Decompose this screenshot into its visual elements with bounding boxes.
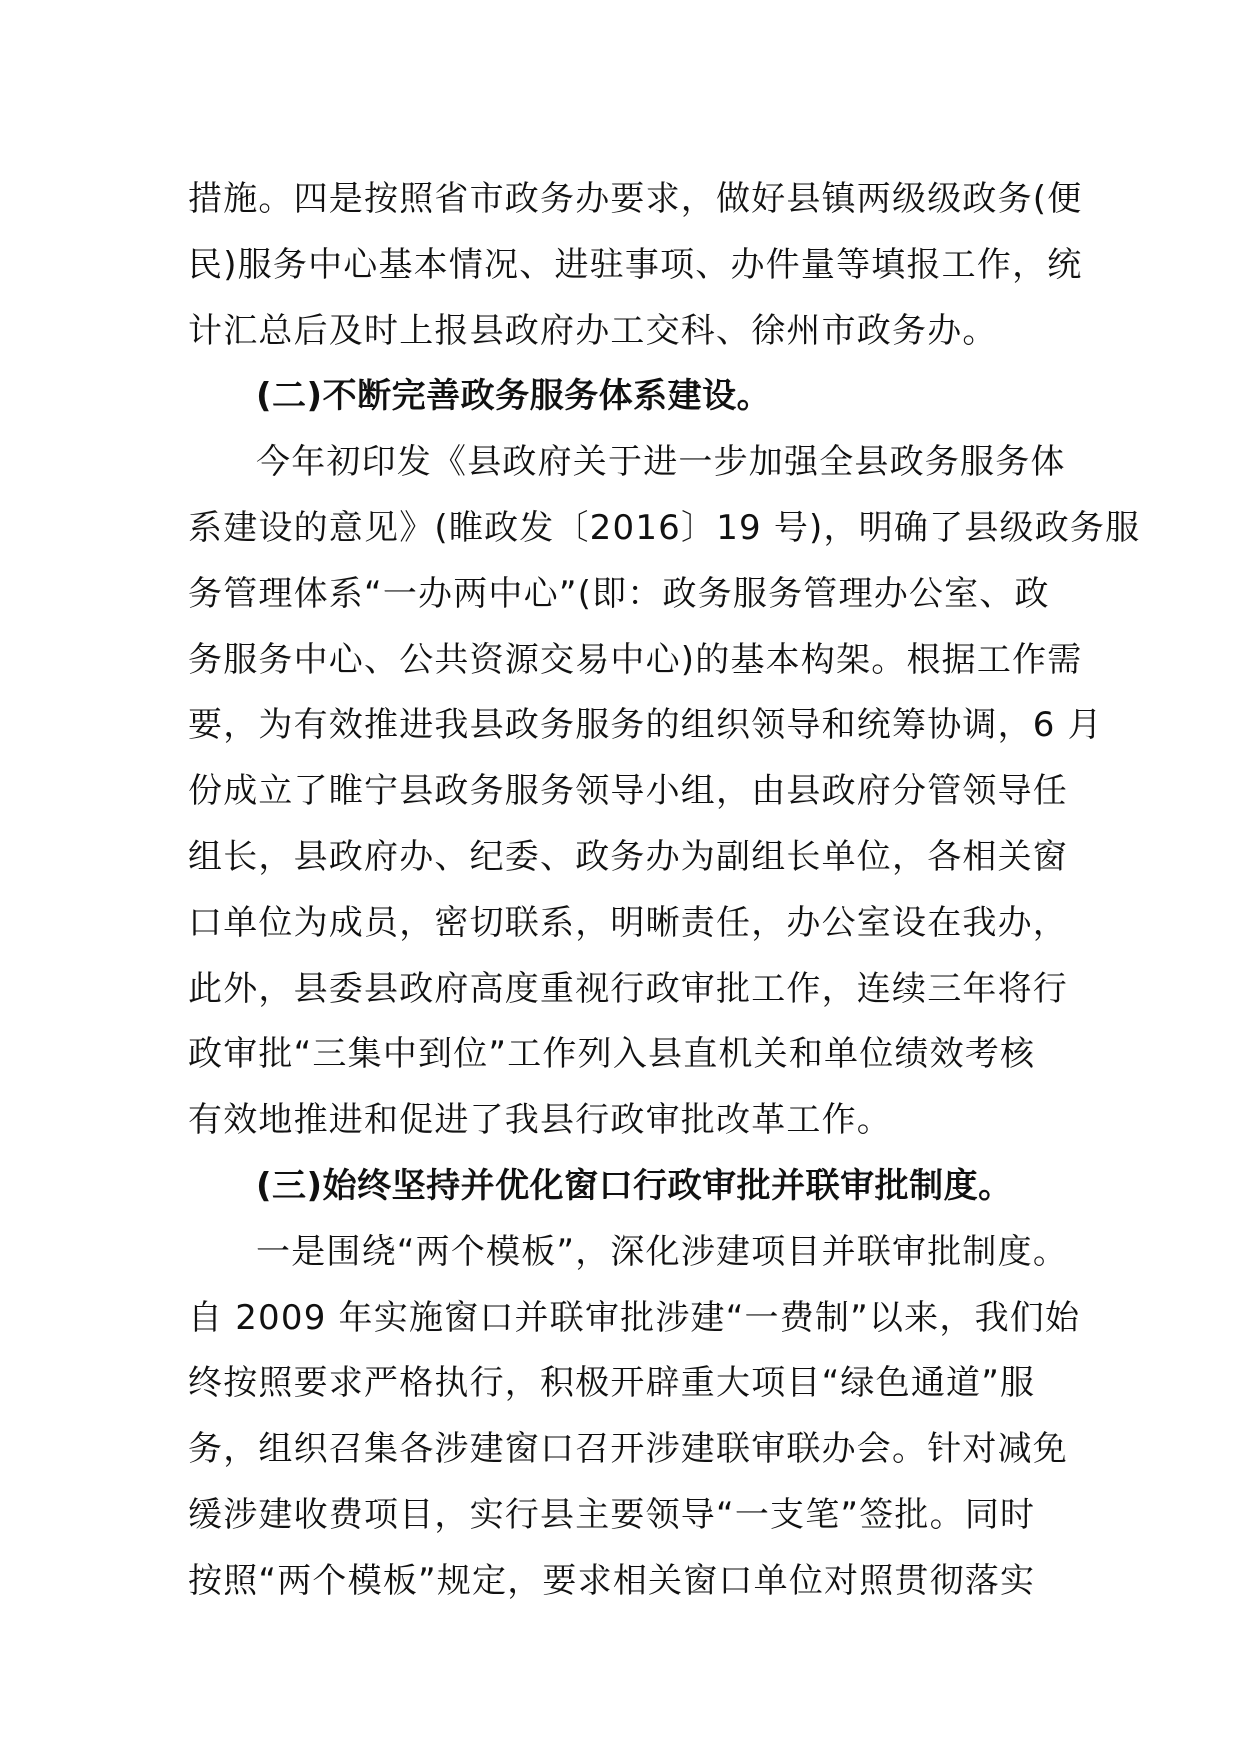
- body-text-line: 组长，县政府办、纪委、政务办为副组长单位，各相关窗: [188, 836, 1068, 877]
- section-heading-3: (三)始终坚持并优化窗口行政审批并联审批制度。: [256, 1165, 1013, 1206]
- paragraph-first-line: 今年初印发《县政府关于进一步加强全县政务服务体: [256, 442, 1066, 483]
- body-text-line: 系建设的意见》(睢政发〔2016〕19 号)，明确了县级政务服: [188, 507, 1141, 548]
- document-body: [188, 166, 1141, 1614]
- body-text-line: 自 2009 年实施窗口并联审批涉建“一费制”以来，我们始: [188, 1297, 1081, 1338]
- body-text-line: 按照“两个模板”规定，要求相关窗口单位对照贯彻落实: [188, 1560, 1036, 1601]
- section-heading-2: (二)不断完善政务服务体系建设。: [256, 376, 772, 417]
- body-text-line: 务服务中心、公共资源交易中心)的基本构架。根据工作需: [188, 639, 1083, 680]
- body-text-line: 措施。四是按照省市政务办要求，做好县镇两级级政务(便: [188, 179, 1083, 219]
- body-text-line: 务，组织召集各涉建窗口召开涉建联审联办会。针对减免: [188, 1429, 1068, 1470]
- body-text-line: 务管理体系“一办两中心”(即：政务服务管理办公室、政: [188, 573, 1050, 614]
- body-text-line: 此外，县委县政府高度重视行政审批工作，连续三年将行: [188, 968, 1068, 1009]
- body-text-line: 有效地推进和促进了我县行政审批改革工作。: [188, 1100, 892, 1141]
- body-text-line: 终按照要求严格执行，积极开辟重大项目“绿色通道”服: [188, 1363, 1036, 1404]
- body-text-line: 民)服务中心基本情况、进驻事项、办件量等填报工作，统: [188, 244, 1083, 285]
- body-text-line: 要，为有效推进我县政务服务的组织领导和统筹协调，6 月: [188, 705, 1103, 746]
- body-text-line: 计汇总后及时上报县政府办工交科、徐州市政务办。: [188, 310, 998, 351]
- body-text-line: 缓涉建收费项目，实行县主要领导“一支笔”签批。同时: [188, 1494, 1036, 1535]
- body-text-line: 口单位为成员，密切联系，明晰责任，办公室设在我办，: [188, 902, 1068, 943]
- body-text-line: 份成立了睢宁县政务服务领导小组，由县政府分管领导任: [188, 771, 1068, 812]
- paragraph-first-line: 一是围绕“两个模板”，深化涉建项目并联审批制度。: [256, 1231, 1069, 1272]
- body-text-line: 政审批“三集中到位”工作列入县直机关和单位绩效考核: [188, 1034, 1036, 1075]
